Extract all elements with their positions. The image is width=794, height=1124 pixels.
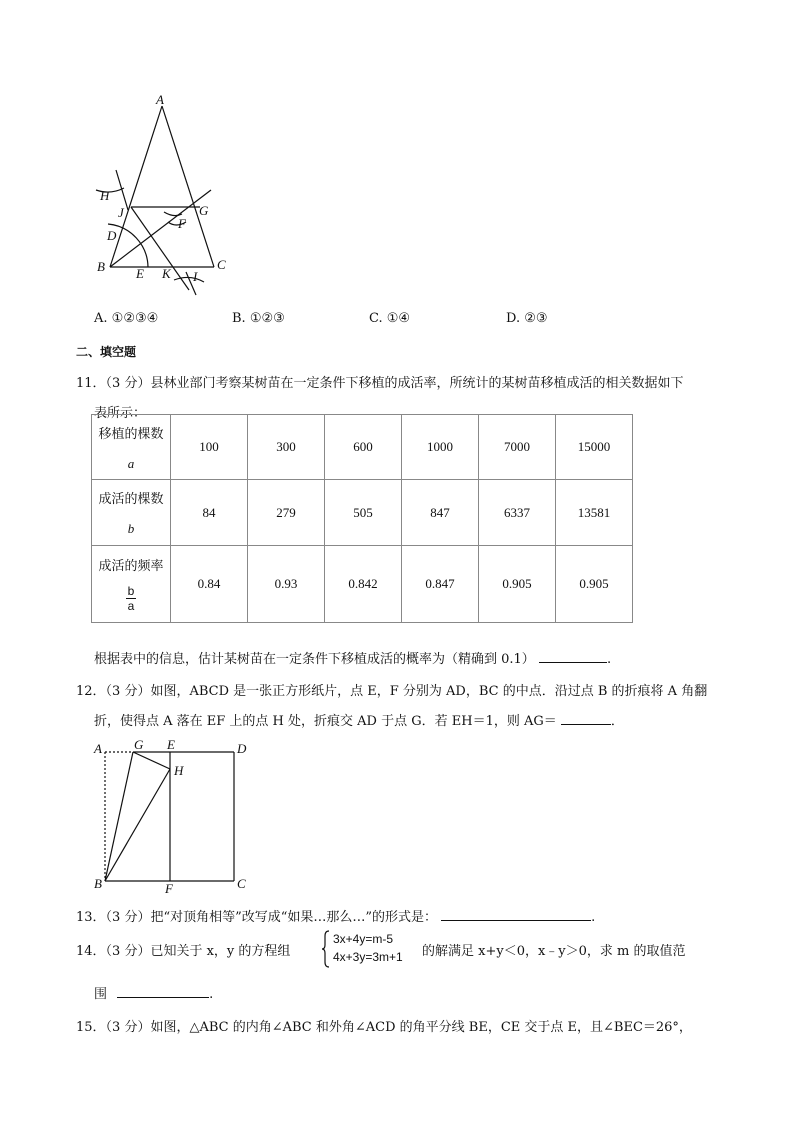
choice-letter: B. <box>232 311 246 326</box>
label-J: J <box>118 205 124 220</box>
q11-end: . <box>606 652 612 667</box>
equation-2: 4x+3y=3m+1 <box>333 950 403 964</box>
q11-after <box>94 648 611 667</box>
answer-blank[interactable] <box>561 712 611 725</box>
q11-table <box>91 414 633 623</box>
label-E: E <box>167 737 175 752</box>
row-header-a <box>92 415 171 480</box>
table-cell: 13581 <box>556 480 633 546</box>
q13-line <box>76 906 595 925</box>
q12-end: ． <box>610 714 624 729</box>
table-cell: 15000 <box>556 415 633 480</box>
label-D: D <box>107 228 117 243</box>
row-header-text: 成活的频率 <box>98 558 164 574</box>
table-cell: 279 <box>248 480 325 546</box>
fraction-denominator: a <box>127 598 135 613</box>
table-cell: 0.905 <box>556 546 633 623</box>
q14-suffix: 的解满足 x+y＜0，x﹣y＞0，求 m 的取值范 <box>422 944 686 959</box>
q11-line2: 表所示： <box>94 406 147 421</box>
answer-blank[interactable] <box>117 985 209 998</box>
table-cell: 84 <box>171 480 248 546</box>
equation-1: 3x+4y=m-5 <box>333 932 394 946</box>
table-cell: 7000 <box>479 415 556 480</box>
q11-line1: 11．（3 分）县林业部门考察某树苗在一定条件下移植的成活率，所统计的某树苗移植成活的相关数据如下 <box>76 376 684 391</box>
q12-line2-text: 折，使得点 A 落在 EF 上的点 H 处，折痕交 AD 于点 G．若 EH＝1，则 AG＝ <box>94 714 557 729</box>
label-G: G <box>134 737 144 752</box>
row-header-text: 成活的棵数 <box>98 492 164 507</box>
q14-line2-text: 围 <box>94 987 108 1002</box>
answer-blank[interactable] <box>539 650 607 663</box>
choice-letter: C. <box>369 311 383 326</box>
table-cell: 300 <box>248 415 325 480</box>
label-K: K <box>162 266 171 281</box>
choice-text: ②③ <box>524 311 548 326</box>
q12-line1: 12．（3 分）如图，ABCD 是一张正方形纸片，点 E，F 分别为 AD，BC 的中点．沿过点 B 的折痕将 A 角翻 <box>76 684 708 699</box>
q13-text: 13．（3 分）把“对顶角相等”改写成“如果…那么…”的形式是： <box>76 910 438 925</box>
label-A: A <box>94 741 102 756</box>
label-D: D <box>237 741 247 756</box>
choice-c <box>369 311 410 326</box>
label-B: B <box>97 259 105 274</box>
label-B: B <box>94 876 102 891</box>
label-G: G <box>199 203 209 218</box>
q14-prefix: 14．（3 分）已知关于 x，y 的方程组 <box>76 944 291 959</box>
table-cell: 6337 <box>479 480 556 546</box>
q13-end: . <box>591 910 596 925</box>
label-C: C <box>237 876 246 891</box>
label-H: H <box>174 763 184 778</box>
answer-blank[interactable] <box>441 908 591 921</box>
q11-after-text: 根据表中的信息，估计某树苗在一定条件下移植成活的概率为（精确到 0.1） <box>94 652 535 667</box>
choice-letter: A. <box>94 311 108 326</box>
table-cell: 0.905 <box>479 546 556 623</box>
table-cell: 0.842 <box>325 546 402 623</box>
label-I: I <box>193 269 198 284</box>
q14-end: . <box>209 987 214 1002</box>
row-header-text: 移植的棵数 <box>98 426 164 442</box>
choice-letter: D. <box>506 311 521 326</box>
choice-text: ①②③④ <box>111 311 159 326</box>
table-cell: 600 <box>325 415 402 480</box>
q14-line2 <box>94 983 213 1002</box>
label-F: F <box>165 881 173 896</box>
table-cell: 847 <box>402 480 479 546</box>
choice-b <box>232 311 285 326</box>
table-cell: 1000 <box>402 415 479 480</box>
fraction-b-over-a <box>126 584 137 613</box>
choice-a <box>94 311 158 326</box>
q15-line: 15．（3 分）如图，△ABC 的内角∠ABC 和外角∠ACD 的角平分线 BE，CE 交于点 E，且∠BEC＝26°， <box>76 1020 692 1035</box>
choice-text: ①④ <box>386 311 411 326</box>
equation-system <box>333 930 403 966</box>
row-header-var: a <box>127 455 135 471</box>
table-cell: 0.93 <box>248 546 325 623</box>
table-cell: 505 <box>325 480 402 546</box>
label-F: F <box>178 216 186 231</box>
table-cell: 0.847 <box>402 546 479 623</box>
table-cell: 0.84 <box>171 546 248 623</box>
row-header-b <box>92 480 171 546</box>
section-title: 二、填空题 <box>76 345 137 359</box>
row-header-freq <box>92 546 171 623</box>
label-A: A <box>156 92 164 107</box>
label-H: H <box>100 188 110 203</box>
choice-text: ①②③ <box>249 311 285 326</box>
q12-line2 <box>94 710 624 729</box>
row-header-var: b <box>127 521 135 536</box>
brace-icon <box>322 930 330 968</box>
label-C: C <box>217 257 226 272</box>
label-E: E <box>136 266 144 281</box>
choice-d <box>506 311 548 326</box>
table-cell: 100 <box>171 415 248 480</box>
fraction-numerator: b <box>127 583 135 598</box>
